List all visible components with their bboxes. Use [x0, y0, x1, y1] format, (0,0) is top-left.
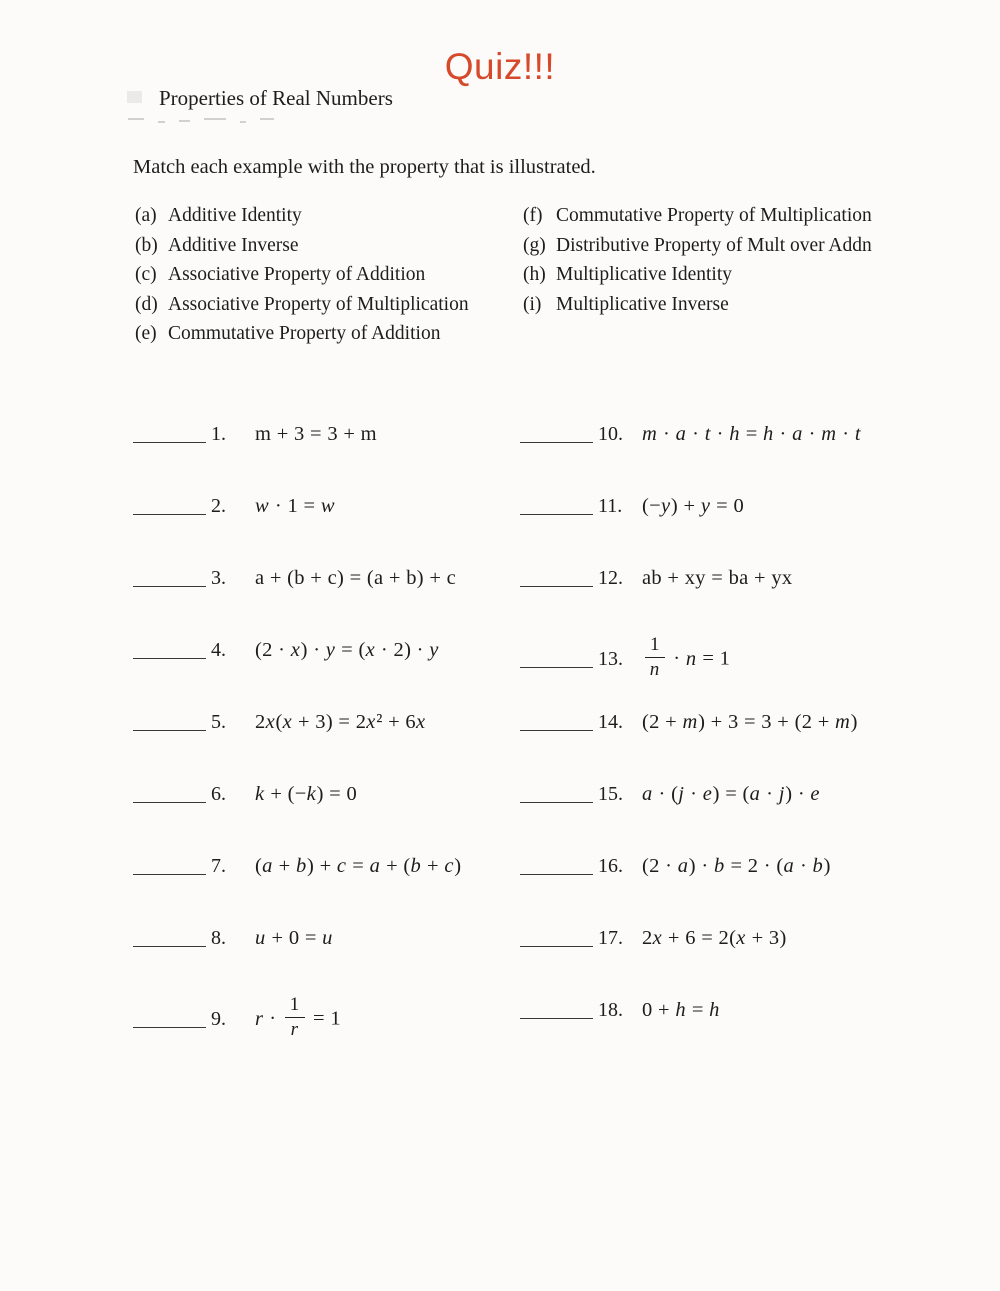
problem-expression: 0 + h = h [642, 999, 720, 1021]
property-label: Multiplicative Identity [556, 264, 733, 286]
property-key: (g) [523, 234, 546, 256]
property-key: (f) [523, 205, 543, 226]
problem-expression: m + 3 = 3 + m [255, 423, 377, 445]
problem-row [520, 565, 861, 637]
problem-expression: (−y) + y = 0 [642, 495, 745, 517]
fraction [285, 995, 305, 1041]
answer-blank[interactable] [520, 510, 593, 515]
property-list-left [135, 201, 469, 349]
property-label: Distributive Property of Mult over Addn [556, 234, 872, 256]
problem-number: 4. [211, 639, 226, 661]
problem-number: 15. [598, 783, 623, 805]
page-title: Quiz!!! [444, 46, 556, 87]
problem-row [133, 493, 461, 565]
problem-expression: a · (j · e) = (a · j) · e [642, 783, 820, 805]
problem-expression: m · a · t · h = h · a · m · t [642, 423, 861, 445]
problem-row [133, 421, 461, 493]
property-item [523, 201, 872, 231]
instructions: Match each example with the property that is illustrated. [133, 156, 596, 178]
problem-number: 10. [598, 423, 623, 445]
property-item [135, 290, 469, 320]
property-item [523, 260, 872, 290]
answer-blank[interactable] [520, 582, 593, 587]
problem-expression: ab + xy = ba + yx [642, 567, 793, 589]
answer-blank[interactable] [133, 798, 206, 803]
property-label: Additive Identity [168, 205, 302, 226]
erased-text-remnants [128, 118, 288, 126]
fraction-denominator: n [649, 658, 660, 680]
answer-blank[interactable] [520, 798, 593, 803]
property-item [523, 290, 872, 320]
problem-expression: $\frac{1}{n}$ · n = 1 [642, 637, 730, 683]
answer-blank[interactable] [133, 438, 206, 443]
problem-row [520, 781, 861, 853]
answer-blank[interactable] [133, 510, 206, 515]
property-label: Commutative Property of Multiplication [556, 205, 872, 226]
property-key: (c) [135, 264, 157, 286]
problem-row [133, 925, 461, 997]
answer-blank[interactable] [520, 663, 593, 668]
problem-expression: a + (b + c) = (a + b) + c [255, 567, 457, 589]
property-key: (e) [135, 323, 157, 345]
problem-expression: 2x + 6 = 2(x + 3) [642, 927, 787, 949]
problem-number: 11. [598, 495, 623, 517]
property-label: Commutative Property of Addition [168, 323, 441, 345]
property-item [135, 231, 469, 261]
answer-blank[interactable] [133, 654, 206, 659]
answer-blank[interactable] [520, 870, 593, 875]
fraction-numerator: 1 [645, 635, 665, 658]
problem-expression: k + (−k) = 0 [255, 783, 358, 805]
problem-expression: u + 0 = u [255, 927, 333, 949]
problem-row [520, 709, 861, 781]
answer-blank[interactable] [133, 726, 206, 731]
problem-expression: (a + b) + c = a + (b + c) [255, 855, 462, 877]
erased-smudge [127, 91, 142, 103]
problem-number: 8. [211, 927, 226, 949]
problem-number: 9. [211, 1007, 226, 1030]
problem-expression: (2 + m) + 3 = 3 + (2 + m) [642, 711, 858, 733]
problem-number: 5. [211, 711, 226, 733]
property-item [135, 260, 469, 290]
problem-number: 14. [598, 711, 623, 733]
property-item [135, 201, 469, 231]
problem-row [520, 634, 861, 709]
fraction-denominator: r [290, 1018, 299, 1040]
answer-blank[interactable] [133, 942, 206, 947]
problem-expression: (2 · a) · b = 2 · (a · b) [642, 855, 831, 877]
property-list-right [523, 201, 872, 319]
subtitle: Properties of Real Numbers [159, 86, 393, 110]
problem-number: 1. [211, 423, 226, 445]
problem-row [133, 637, 461, 709]
problem-row [133, 994, 461, 1069]
problem-row [520, 853, 861, 925]
problem-number: 7. [211, 855, 226, 877]
property-key: (a) [135, 205, 157, 226]
problem-expression: 2x(x + 3) = 2x² + 6x [255, 711, 426, 733]
property-key: (d) [135, 293, 158, 315]
problem-expression: (2 · x) · y = (x · 2) · y [255, 639, 439, 661]
property-label: Multiplicative Inverse [556, 293, 729, 315]
problem-number: 6. [211, 783, 226, 805]
answer-blank[interactable] [520, 1014, 593, 1019]
property-label: Associative Property of Addition [168, 264, 426, 286]
problem-row [133, 709, 461, 781]
property-label: Associative Property of Multiplication [168, 293, 469, 315]
answer-blank[interactable] [133, 582, 206, 587]
answer-blank[interactable] [520, 726, 593, 731]
problem-row [133, 565, 461, 637]
answer-blank[interactable] [520, 438, 593, 443]
problem-row [520, 997, 861, 1069]
property-item [523, 231, 872, 261]
problem-row [520, 925, 861, 997]
fraction-numerator: 1 [285, 995, 305, 1018]
answer-blank[interactable] [520, 942, 593, 947]
problem-row [133, 853, 461, 925]
problem-number: 13. [598, 647, 623, 670]
problem-number: 3. [211, 567, 226, 589]
problem-expression: w · 1 = w [255, 495, 335, 517]
problem-number: 12. [598, 567, 623, 589]
problem-row [520, 493, 861, 565]
problem-number: 16. [598, 855, 623, 877]
property-key: (b) [135, 234, 158, 256]
problem-row [133, 781, 461, 853]
answer-blank[interactable] [133, 1023, 206, 1028]
property-key: (h) [523, 264, 546, 286]
answer-blank[interactable] [133, 870, 206, 875]
problems-column-left [133, 421, 461, 1069]
property-label: Additive Inverse [168, 234, 299, 256]
problem-number: 2. [211, 495, 226, 517]
fraction [645, 635, 665, 681]
problem-number: 18. [598, 999, 623, 1021]
problem-expression: r · $\frac{1}{r}$ = 1 [255, 994, 341, 1040]
problem-number: 17. [598, 927, 623, 949]
property-item [135, 319, 469, 349]
problem-row [520, 421, 861, 493]
problems-column-right [520, 421, 861, 1069]
property-key: (i) [523, 293, 542, 315]
